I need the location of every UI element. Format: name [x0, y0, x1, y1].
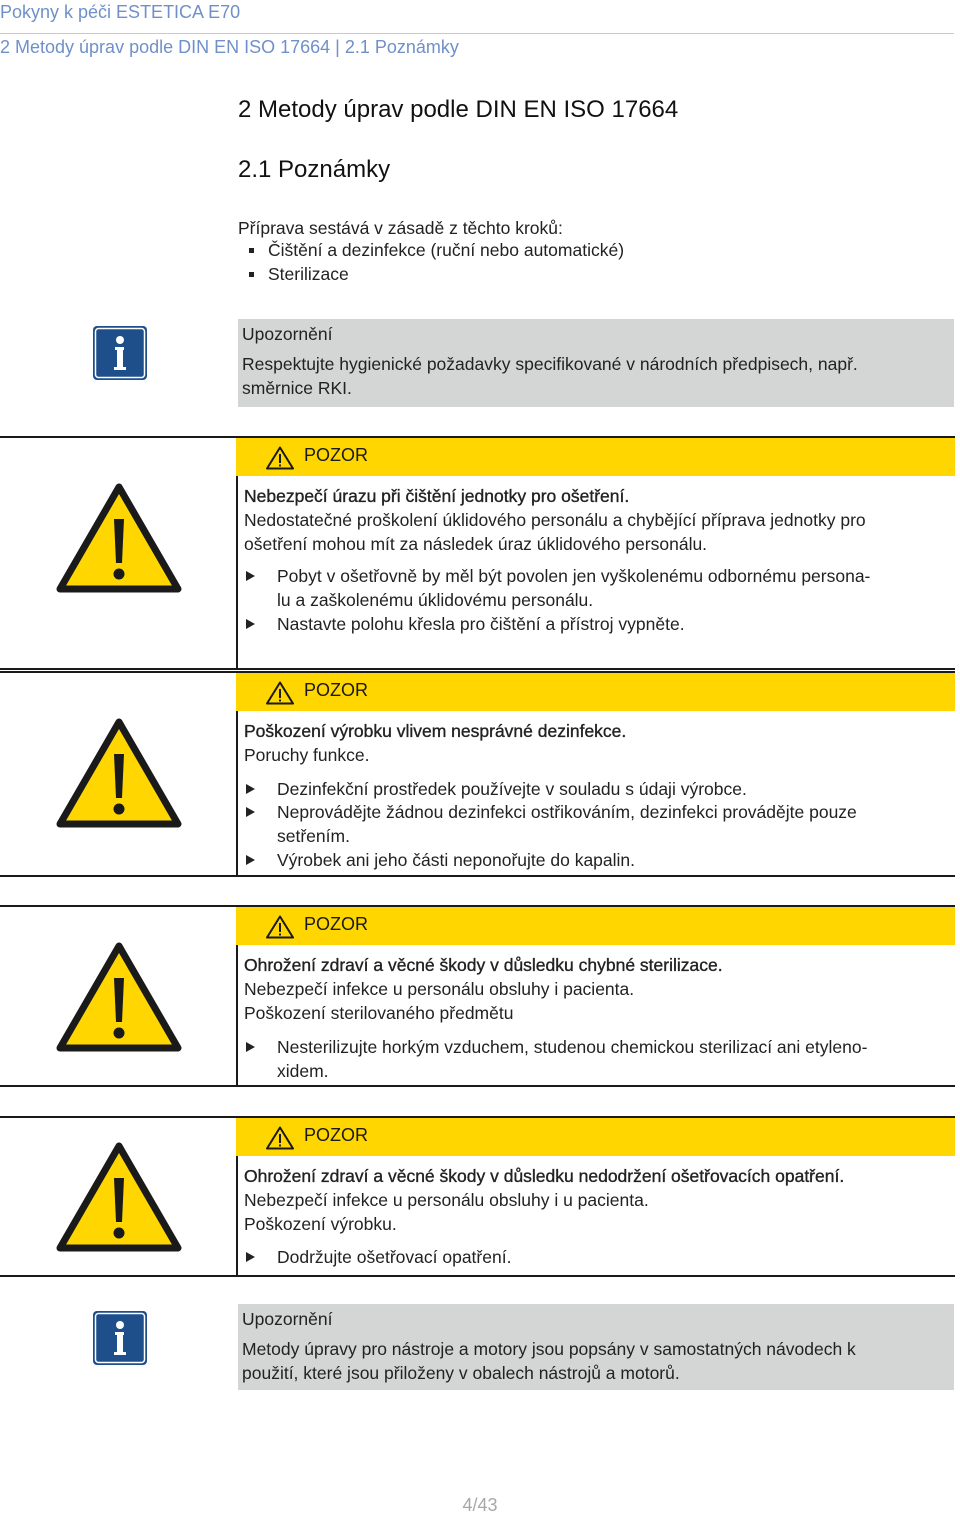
warning-box: [0, 436, 955, 670]
step-arrow-icon: [246, 571, 255, 581]
step-arrow-icon: [246, 1252, 255, 1262]
list-item: Sterilizace: [268, 264, 349, 284]
step-text: Nesterilizujte horkým vzduchem, studenou chemickou sterilizací ani etyleno-: [277, 1037, 868, 1057]
warning-triangle-icon: [266, 446, 294, 470]
warning-triangle-icon: [266, 1126, 294, 1150]
warning-triangle-icon: [266, 681, 294, 705]
breadcrumb: 2 Metody úprav podle DIN EN ISO 17664 | 2.1 Poznámky: [0, 37, 459, 57]
step-text: setřením.: [277, 826, 350, 846]
subsection-heading: 2.1 Poznámky: [238, 156, 391, 183]
document-title: Pokyny k péči ESTETICA E70: [0, 2, 241, 22]
header-divider: [0, 33, 954, 34]
warning-box: [0, 1116, 955, 1277]
bullet-marker: [249, 248, 254, 253]
list-item: Čištění a dezinfekce (ruční nebo automatické): [268, 240, 625, 260]
warning-header: [236, 1118, 955, 1156]
step-text: Neprovádějte žádnou dezinfekci ostřikováním, dezinfekci provádějte pouze: [277, 802, 857, 822]
warning-text: Nedostatečné proškolení úklidového personálu a chybějící příprava jednotky pro: [244, 510, 866, 530]
intro-text: Příprava sestává v zásadě z těchto kroků:: [238, 218, 563, 238]
step-text: Výrobek ani jeho části neponořujte do kapalin.: [277, 850, 636, 870]
step-text: Dodržujte ošetřovací opatření.: [277, 1247, 512, 1267]
step-text: xidem.: [277, 1061, 329, 1081]
step-arrow-icon: [246, 807, 255, 817]
warning-label: POZOR: [304, 445, 369, 465]
warning-header: [236, 907, 955, 945]
step-text: Dezinfekční prostředek používejte v souladu s údaji výrobce.: [277, 779, 747, 799]
page-number: 4/43: [462, 1495, 498, 1515]
step-arrow-icon: [246, 855, 255, 865]
warning-headline: Poškození výrobku vlivem nesprávné dezinfekce.: [244, 721, 627, 741]
step-text: Pobyt v ošetřovně by měl být povolen jen vyškolenému odbornému persona-: [277, 566, 871, 586]
note-text: směrnice RKI.: [242, 378, 352, 398]
hazard-icon: [56, 942, 182, 1052]
note-title: Upozornění: [242, 324, 333, 344]
step-arrow-icon: [246, 1042, 255, 1052]
hazard-icon: [56, 483, 182, 593]
info-note: [238, 1304, 954, 1390]
warning-text: Poruchy funkce.: [244, 745, 370, 765]
section-heading: 2 Metody úprav podle DIN EN ISO 17664: [238, 96, 679, 123]
warning-headline: Ohrožení zdraví a věcné škody v důsledku nedodržení ošetřovacích opatření.: [244, 1166, 845, 1186]
warning-text: Poškození sterilovaného předmětu: [244, 1003, 514, 1023]
step-text: lu a zaškolenému úklidovému personálu.: [277, 590, 594, 610]
warning-text: Poškození výrobku.: [244, 1214, 397, 1234]
hazard-icon: [56, 1142, 182, 1252]
warning-box: [0, 905, 955, 1087]
warning-box: [0, 671, 955, 877]
note-title: Upozornění: [242, 1309, 333, 1329]
warning-text: Nebezpečí infekce u personálu obsluhy i u pacienta.: [244, 1190, 649, 1210]
hazard-icon: [56, 718, 182, 828]
warning-header: [236, 673, 955, 711]
warning-headline: Nebezpečí úrazu při čištění jednotky pro ošetření.: [244, 486, 630, 506]
step-text: Nastavte polohu křesla pro čištění a přístroj vypněte.: [277, 614, 685, 634]
info-icon: [93, 326, 147, 380]
note-text: Metody úpravy pro nástroje a motory jsou popsány v samostatných návodech k: [242, 1339, 856, 1359]
warning-text: ošetření mohou mít za následek úraz úklidového personálu.: [244, 534, 708, 554]
note-text: Respektujte hygienické požadavky specifikované v národních předpisech, např.: [242, 354, 858, 374]
info-icon: [93, 1311, 147, 1365]
step-arrow-icon: [246, 619, 255, 629]
warning-header: [236, 438, 955, 476]
step-arrow-icon: [246, 784, 255, 794]
warning-headline: Ohrožení zdraví a věcné škody v důsledku chybné sterilizace.: [244, 955, 723, 975]
warning-text: Nebezpečí infekce u personálu obsluhy i pacienta.: [244, 979, 635, 999]
warning-label: POZOR: [304, 914, 369, 934]
warning-label: POZOR: [304, 1125, 369, 1145]
warning-triangle-icon: [266, 915, 294, 939]
note-text: použití, které jsou přiloženy v obalech nástrojů a motorů.: [242, 1363, 680, 1383]
warning-label: POZOR: [304, 680, 369, 700]
bullet-marker: [249, 272, 254, 277]
info-note: [238, 319, 954, 407]
